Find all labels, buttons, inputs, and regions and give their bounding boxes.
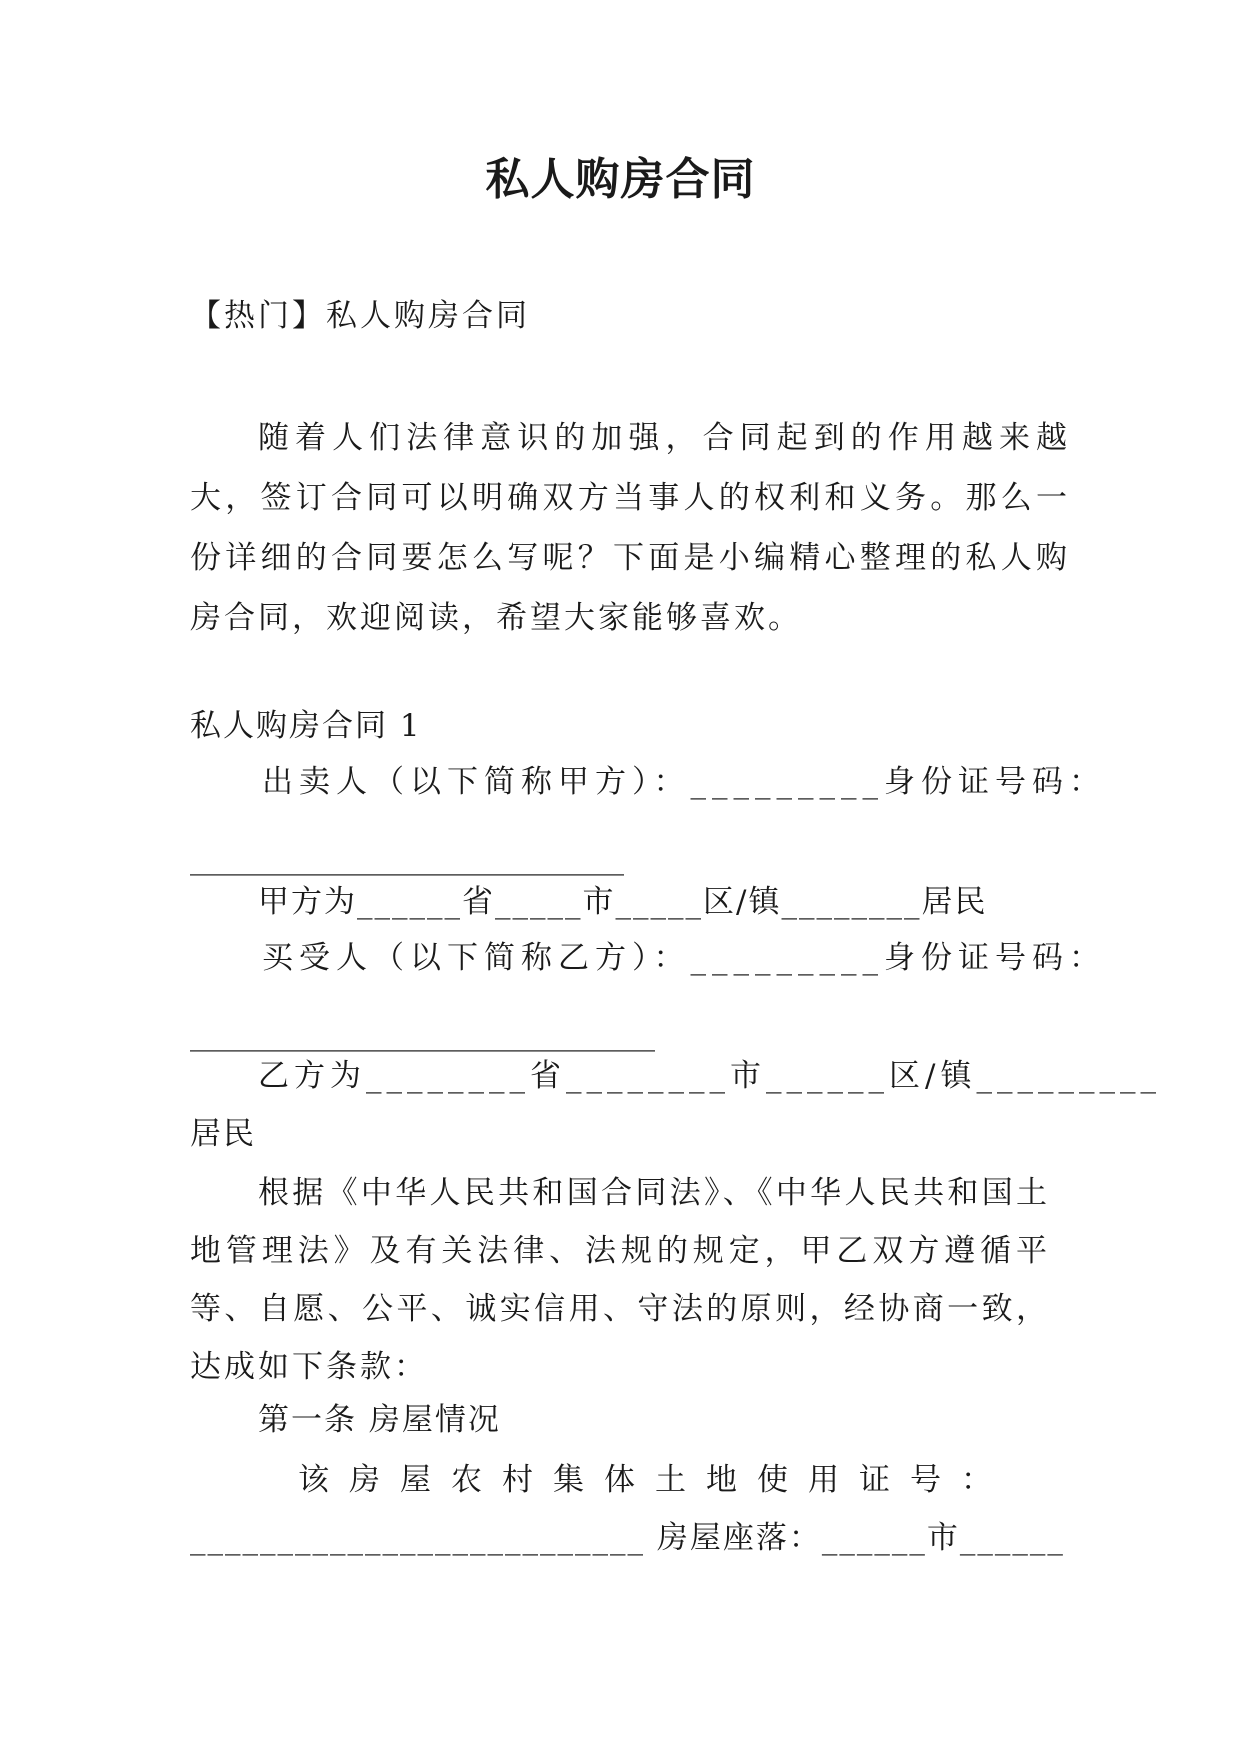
buyer-id-blank: ______________________________ [190, 1016, 655, 1052]
seller-residence-line: 甲方为______省_____市_____区/镇________居民 [258, 884, 988, 920]
article-1-certificate-line: 该房屋农村集体土地使用证号： [298, 1462, 1012, 1498]
article-1-heading: 第一条 房屋情况 [258, 1402, 501, 1438]
buyer-line: 买受人（以下简称乙方）：_________身份证号码： [262, 940, 1106, 976]
article-1-location-line: __________________________ 房屋座落：______市______ [190, 1520, 1065, 1556]
intro-paragraph: 随着人们法律意识的加强，合同起到的作用越来越大，签订合同可以明确双方当事人的权利和义务。那么一份详细的合同要怎么写呢？下面是小编精心整理的私人购房合同，欢迎阅读，希望大家能够喜欢。 [190, 420, 1070, 636]
buyer-residence-line: 乙方为________省________市______区/镇_________ [258, 1058, 1161, 1094]
document-title: 私人购房合同 [485, 154, 756, 205]
seller-line: 出卖人（以下简称甲方）：_________身份证号码： [262, 764, 1106, 800]
seller-id-blank: ____________________________ [190, 840, 624, 876]
contract-heading: 私人购房合同 1 [190, 708, 422, 744]
document-subtitle: 【热门】私人购房合同 [190, 298, 530, 334]
basis-paragraph: 根据《中华人民共和国合同法》、《中华人民共和国土地管理法》及有关法律、法规的规定，甲乙双方遵循平等、自愿、公平、诚实信用、守法的原则，经协商一致，达成如下条款： [190, 1175, 1050, 1385]
buyer-residence-end: 居民 [190, 1116, 256, 1152]
